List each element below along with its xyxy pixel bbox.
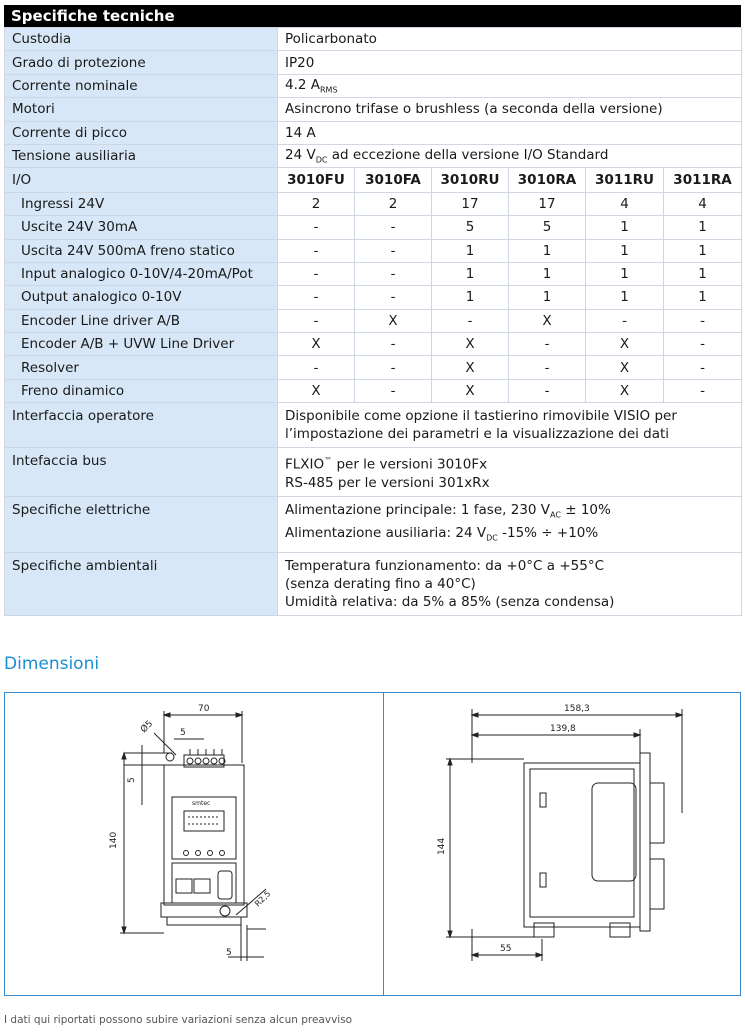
io-cell: 1	[432, 239, 509, 262]
spec-row-corrente-nominale	[5, 74, 742, 97]
io-row	[5, 379, 742, 402]
dim-width-label: 70	[198, 704, 210, 714]
io-cell: 17	[432, 192, 509, 215]
model-header: 3010FU	[278, 168, 355, 192]
io-row	[5, 309, 742, 332]
io-cell: -	[278, 309, 355, 332]
io-row	[5, 216, 742, 239]
spec-value: 24 $V_{DC}$ ad eccezione della versione I/O Standard	[278, 144, 742, 167]
spec-row-tensione	[5, 144, 742, 167]
io-cell: 5	[432, 216, 509, 239]
io-cell: -	[509, 333, 586, 356]
spec-label: Motori	[5, 98, 278, 121]
io-cell: 1	[664, 262, 742, 285]
io-cell: -	[355, 239, 432, 262]
spec-label: Specifiche elettriche	[5, 496, 278, 552]
io-row	[5, 262, 742, 285]
io-cell: X	[278, 333, 355, 356]
model-header: 3010RA	[509, 168, 586, 192]
io-row-label: Output analogico 0-10V	[5, 286, 278, 309]
spec-row-corrente-picco	[5, 121, 742, 144]
spec-label: Specifiche ambientali	[5, 553, 278, 616]
spec-label: Corrente di picco	[5, 121, 278, 144]
dimensions-title: Dimensioni	[4, 654, 100, 674]
io-cell: -	[278, 286, 355, 309]
side-view-drawing	[384, 693, 740, 996]
spec-row-custodia	[5, 28, 742, 51]
io-cell: 1	[586, 286, 664, 309]
io-cell: X	[586, 356, 664, 379]
io-cell: -	[278, 262, 355, 285]
io-cell: 1	[432, 286, 509, 309]
dim-side-height-label: 144	[437, 837, 447, 855]
spec-value: Alimentazione principale: 1 fase, 230 $V_{AC} \pm 10\%$ Alimentazione ausiliaria: 24 $V_{DC}$ -15% ÷ +10%	[278, 496, 742, 552]
io-row-label: Uscite 24V 30mA	[5, 216, 278, 239]
io-cell: X	[586, 333, 664, 356]
spec-label: Grado di protezione	[5, 51, 278, 74]
io-cell: -	[355, 333, 432, 356]
io-cell: 1	[586, 216, 664, 239]
io-cell: -	[664, 309, 742, 332]
io-cell: -	[278, 239, 355, 262]
io-cell: 1	[664, 286, 742, 309]
dim-depth-total-label: 158,3	[564, 704, 590, 714]
dim-hole-label: Ø5	[139, 718, 156, 736]
dim-top-offset-label: 5	[180, 728, 186, 738]
io-cell: 1	[586, 239, 664, 262]
io-cell: 4	[664, 192, 742, 215]
spec-row-elettriche	[5, 496, 742, 552]
io-header-row	[5, 168, 742, 192]
io-cell: -	[586, 309, 664, 332]
io-cell: 1	[432, 262, 509, 285]
dim-bottom-offset-label: 5	[226, 948, 232, 958]
spec-row-interfaccia	[5, 403, 742, 448]
spec-row-motori	[5, 98, 742, 121]
model-header: 3010FA	[355, 168, 432, 192]
dim-depth-body-label: 139,8	[550, 724, 576, 734]
spec-label: Interfaccia operatore	[5, 403, 278, 448]
io-cell: 1	[509, 286, 586, 309]
spec-value: Policarbonato	[278, 28, 742, 51]
io-cell: 1	[509, 239, 586, 262]
io-row-label: Encoder A/B + UVW Line Driver	[5, 333, 278, 356]
io-cell: 4	[586, 192, 664, 215]
spec-header: Specifiche tecniche	[4, 5, 741, 27]
io-cell: X	[509, 309, 586, 332]
io-cell: -	[355, 262, 432, 285]
io-cell: -	[278, 356, 355, 379]
io-cell: X	[355, 309, 432, 332]
spec-row-grado	[5, 51, 742, 74]
spec-value: Temperatura funzionamento: da +0°C a +55°C (senza derating fino a 40°C) Umidità relativa: da 5% a 85% (senza condensa)	[278, 553, 742, 616]
dim-base-label: 55	[500, 944, 512, 954]
io-cell: -	[509, 379, 586, 402]
io-row-label: Ingressi 24V	[5, 192, 278, 215]
technical-specifications	[4, 5, 741, 616]
io-row-label: Encoder Line driver A/B	[5, 309, 278, 332]
io-cell: -	[355, 356, 432, 379]
spec-value: Asincrono trifase o brushless (a seconda della versione)	[278, 98, 742, 121]
io-cell: -	[355, 286, 432, 309]
io-cell: X	[432, 333, 509, 356]
io-cell: X	[278, 379, 355, 402]
dim-side-offset-label: 5	[127, 777, 137, 783]
io-cell: -	[509, 356, 586, 379]
io-cell: -	[355, 216, 432, 239]
io-cell: 17	[509, 192, 586, 215]
spec-label: Tensione ausiliaria	[5, 144, 278, 167]
spec-value: IP20	[278, 51, 742, 74]
spec-row-ambientali	[5, 553, 742, 616]
io-row-label: Resolver	[5, 356, 278, 379]
brand-logo: smtec	[192, 800, 211, 807]
model-header: 3011RU	[586, 168, 664, 192]
spec-value: FLXIO™ per le versioni 3010Fx RS-485 per le versioni 301xRx	[278, 448, 742, 497]
io-cell: -	[664, 333, 742, 356]
front-view-drawing	[4, 693, 383, 996]
io-row	[5, 356, 742, 379]
spec-row-bus	[5, 448, 742, 497]
model-header: 3010RU	[432, 168, 509, 192]
io-row	[5, 333, 742, 356]
io-cell: -	[664, 356, 742, 379]
spec-value: 4.2 $A_{RMS}$	[278, 74, 742, 97]
model-header: 3011RA	[664, 168, 742, 192]
io-cell: 1	[509, 262, 586, 285]
io-cell: 1	[586, 262, 664, 285]
io-label: I/O	[5, 168, 278, 192]
io-cell: X	[432, 356, 509, 379]
spec-label: Intefaccia bus	[5, 448, 278, 497]
io-cell: X	[586, 379, 664, 402]
dim-radius-label: R2,5	[253, 889, 273, 909]
io-row-label: Input analogico 0-10V/4-20mA/Pot	[5, 262, 278, 285]
io-row	[5, 239, 742, 262]
io-cell: 1	[664, 216, 742, 239]
io-cell: 1	[664, 239, 742, 262]
disclaimer: I dati qui riportati possono subire variazioni senza alcun preavviso	[4, 1014, 353, 1026]
io-row-label: Uscita 24V 500mA freno statico	[5, 239, 278, 262]
spec-value: 14 A	[278, 121, 742, 144]
dim-height-label: 140	[109, 831, 119, 849]
io-cell: -	[355, 379, 432, 402]
io-cell: -	[432, 309, 509, 332]
io-row	[5, 286, 742, 309]
io-cell: -	[664, 379, 742, 402]
io-cell: 2	[355, 192, 432, 215]
spec-label: Custodia	[5, 28, 278, 51]
io-cell: 5	[509, 216, 586, 239]
io-row-label: Freno dinamico	[5, 379, 278, 402]
spec-label: Corrente nominale	[5, 74, 278, 97]
io-cell: 2	[278, 192, 355, 215]
io-cell: X	[432, 379, 509, 402]
io-row	[5, 192, 742, 215]
spec-table	[4, 27, 742, 616]
spec-value: Disponibile come opzione il tastierino rimovibile VISIO per l’impostazione dei parametri e la visualizzazione dei dati	[278, 403, 742, 448]
io-cell: -	[278, 216, 355, 239]
